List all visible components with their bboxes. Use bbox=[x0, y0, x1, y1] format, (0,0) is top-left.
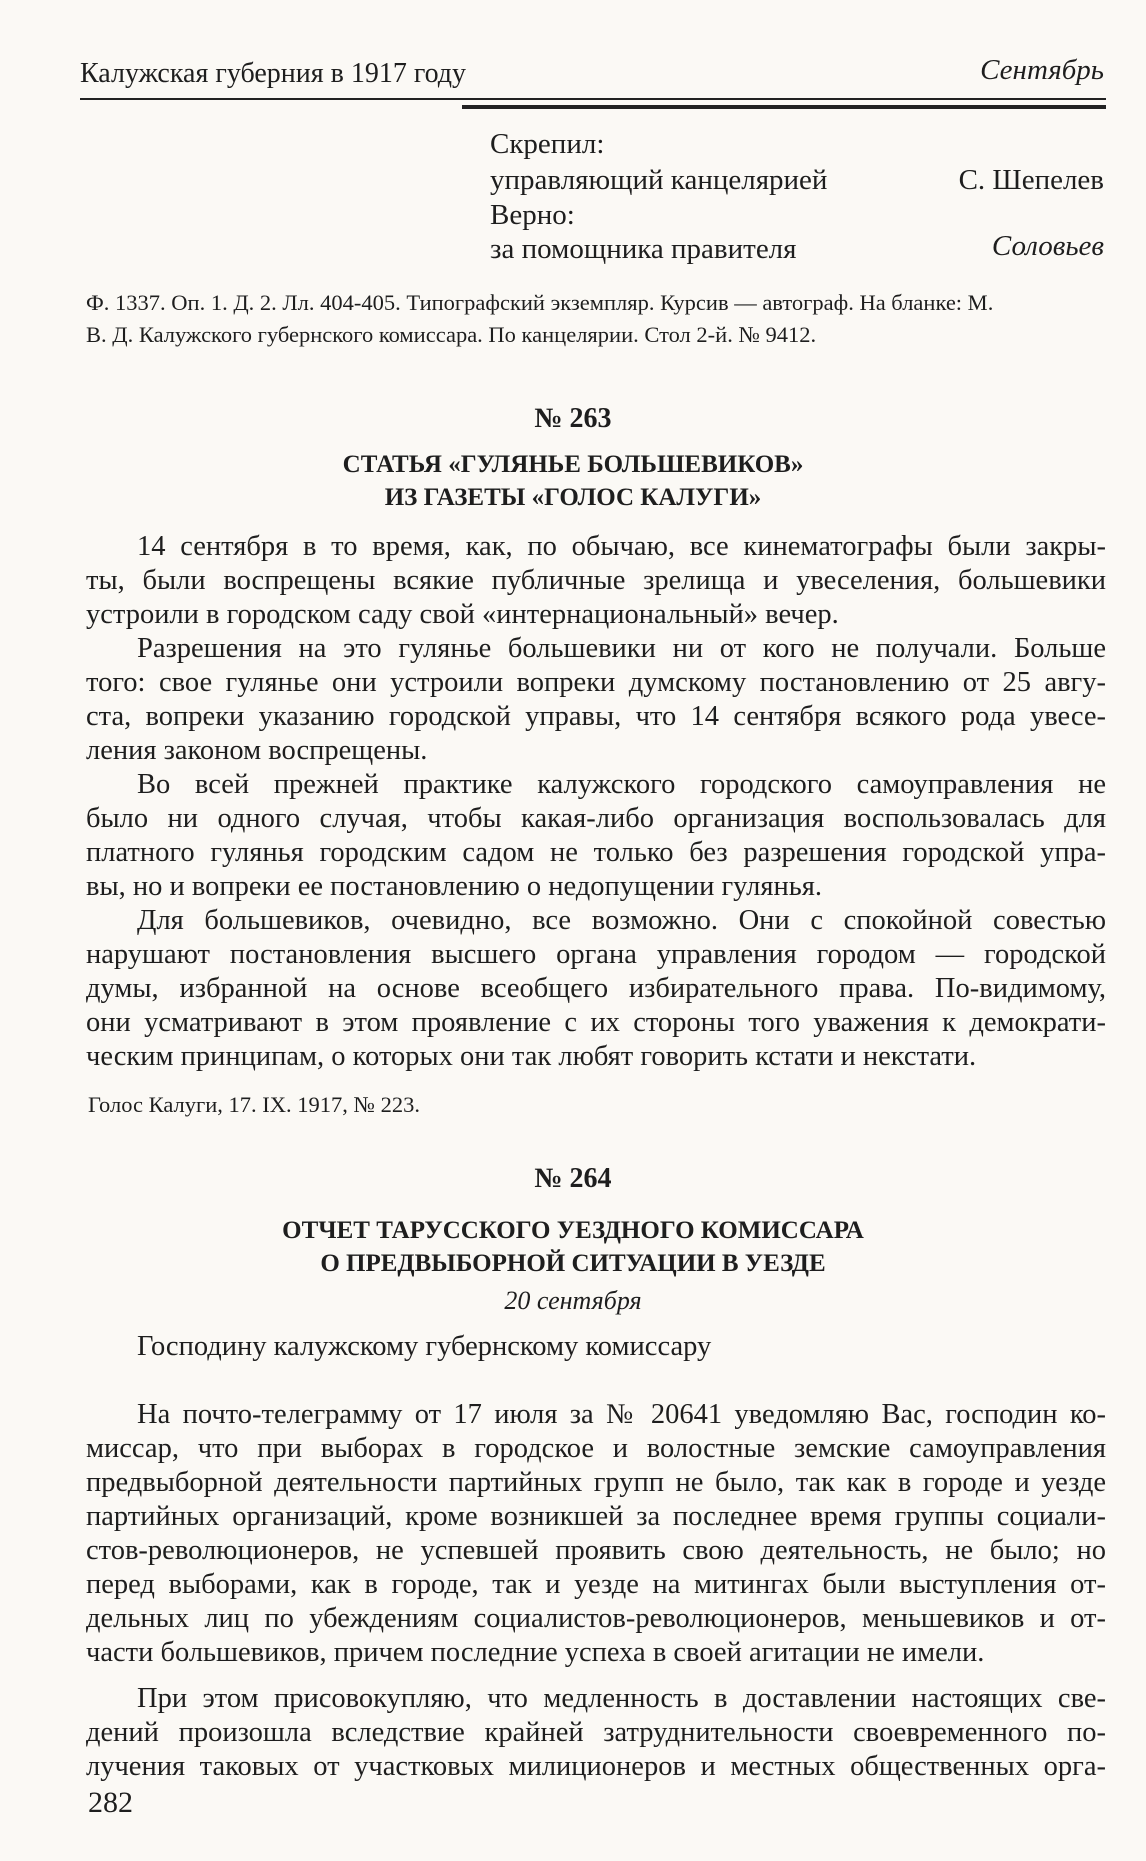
doc263-text-line: того: свое гулянье они устроили вопреки думскому постановлению от 25 авгу- bbox=[86, 667, 1106, 698]
sig-manager-title: управляющий канцелярией bbox=[490, 164, 828, 196]
doc264-title-line1: ОТЧЕТ ТАРУССКОГО УЕЗДНОГО КОМИССАРА bbox=[282, 1217, 864, 1244]
doc264-addressee: Господину калужскому губернскому комиссару bbox=[137, 1331, 712, 1362]
doc263-text-line: ления законом воспрещены. bbox=[86, 735, 428, 766]
doc264-text-line: дельных лиц по убеждениям социалистов-революционеров, меньшевиков и от- bbox=[86, 1603, 1106, 1634]
doc263-text-line: было ни одного случая, чтобы какая-либо организация воспользовалась для bbox=[86, 803, 1106, 834]
doc264-text-line: партийных организаций, кроме возникшей за последнее время группы социали- bbox=[86, 1501, 1106, 1532]
doc263-text-line: ты, были воспрещены всякие публичные зрелища и увеселения, большевики bbox=[86, 565, 1106, 596]
doc263-text-line: устроили в городском саду свой «интернациональный» вечер. bbox=[86, 599, 839, 630]
sig-assistant-title: за помощника правителя bbox=[490, 233, 797, 265]
doc263-text-line: 14 сентября в то время, как, по обычаю, все кинематографы были закры- bbox=[137, 531, 1106, 562]
doc264-text-line: миссар, что при выборах в городское и волостные земские самоуправления bbox=[86, 1433, 1106, 1464]
doc263-title-line2: ИЗ ГАЗЕТЫ «ГОЛОС КАЛУГИ» bbox=[384, 484, 762, 511]
sig-verno: Верно: bbox=[490, 199, 575, 231]
doc264-text-line: стов-революционеров, не успевшей проявить свою деятельность, не было; но bbox=[86, 1535, 1106, 1566]
running-header-month: Сентябрь bbox=[980, 54, 1104, 86]
doc263-text-line: они усматривают в этом проявление с их стороны того уважения к демократи- bbox=[86, 1007, 1106, 1038]
sig-skrepil: Скрепил: bbox=[490, 128, 605, 160]
header-rule bbox=[80, 98, 1106, 100]
doc264-text-line: части большевиков, причем последние успеха в своей агитации не имели. bbox=[86, 1637, 985, 1668]
header-rule-thick bbox=[462, 105, 1106, 109]
doc264-text-line: На почто-телеграмму от 17 июля за № 20641 уведомляю Вас, господин ко- bbox=[137, 1399, 1106, 1430]
doc263-text-line: нарушают постановления высшего органа управления городом — городской bbox=[86, 939, 1106, 970]
doc263-title-line1: СТАТЬЯ «ГУЛЯНЬЕ БОЛЬШЕВИКОВ» bbox=[342, 451, 804, 478]
doc263-text-line: ста, вопреки указанию городской управы, что 14 сентября всякого рода увесе- bbox=[86, 701, 1106, 732]
doc263-number: № 263 bbox=[534, 403, 612, 434]
doc264-text-line: перед выборами, как в городе, так и уезде на митингах были выступления от- bbox=[86, 1569, 1106, 1600]
archive-note-line: В. Д. Калужского губернского комиссара. По канцелярии. Стол 2-й. № 9412. bbox=[86, 322, 817, 347]
doc263-text-line: Во всей прежней практике калужского городского самоуправления не bbox=[137, 769, 1106, 800]
doc264-text-line: дений произошла вследствие крайней затруднительности своевременного по- bbox=[86, 1717, 1106, 1748]
doc263-source: Голос Калуги, 17. IX. 1917, № 223. bbox=[88, 1092, 420, 1117]
page-number: 282 bbox=[88, 1786, 133, 1819]
sig-manager-name: С. Шепелев bbox=[958, 164, 1104, 196]
running-header-title: Калужская губерния в 1917 году bbox=[80, 58, 467, 89]
doc263-text-line: Разрешения на это гулянье большевики ни от кого не получали. Больше bbox=[137, 633, 1106, 664]
doc264-date: 20 сентября bbox=[504, 1286, 642, 1315]
archive-note-line: Ф. 1337. Оп. 1. Д. 2. Лл. 404-405. Типографский экземпляр. Курсив — автограф. На бланке: М. bbox=[86, 290, 994, 315]
doc264-number: № 264 bbox=[534, 1163, 612, 1194]
doc263-text-line: ческим принципам, о которых они так любят говорить кстати и некстати. bbox=[86, 1041, 977, 1072]
doc264-title-line2: О ПРЕДВЫБОРНОЙ СИТУАЦИИ В УЕЗДЕ bbox=[320, 1250, 826, 1277]
doc263-text-line: думы, избранной на основе всеобщего избирательного права. По-видимому, bbox=[86, 973, 1106, 1004]
doc263-text-line: платного гулянья городским садом не только без разрешения городской упра- bbox=[86, 837, 1106, 868]
doc264-text-line: лучения таковых от участковых милиционеров и местных общественных орга- bbox=[86, 1751, 1106, 1782]
doc263-text-line: Для большевиков, очевидно, все возможно. Они с спокойной совестью bbox=[137, 905, 1106, 936]
doc264-text-line: При этом присовокупляю, что медленность в доставлении настоящих све- bbox=[137, 1683, 1106, 1714]
doc263-text-line: вы, но и вопреки ее постановлению о недопущении гулянья. bbox=[86, 871, 822, 902]
sig-assistant-name: Соловьев bbox=[991, 230, 1104, 262]
doc264-text-line: предвыборной деятельности партийных групп не было, так как в городе и уезде bbox=[86, 1467, 1106, 1498]
